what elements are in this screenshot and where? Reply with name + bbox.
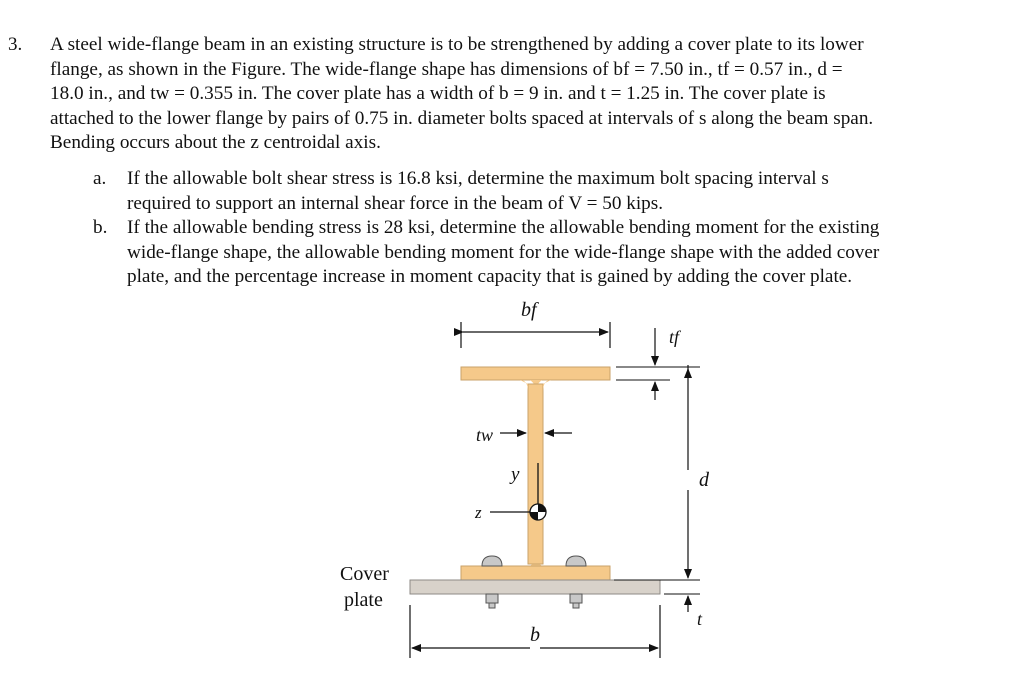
cover-label-1: Cover: [340, 563, 389, 585]
bottom-flange: [461, 566, 610, 580]
para-line-1: A steel wide-flange beam in an existing structure is to be strengthened by adding a cover plate to its lower: [50, 34, 864, 55]
z-axis: [474, 503, 530, 522]
tw-label: tw: [476, 425, 494, 445]
para-line-2: flange, as shown in the Figure. The wide-flange shape has dimensions of bf = 7.50 in., tf = 0.57 in., d =: [50, 58, 843, 80]
part-a-line-2: required to support an internal shear force in the beam of V = 50 kips.: [127, 192, 664, 214]
para-line-4: attached to the lower flange by pairs of 0.75 in. diameter bolts spaced at intervals of s along the beam span.: [50, 107, 874, 129]
z-label: z: [475, 503, 482, 522]
cover-label-2: plate: [344, 589, 383, 611]
b-dimension: [410, 605, 660, 658]
para-line-3: 18.0 in., and tw = 0.355 in. The cover plate has a width of b = 9 in. and t = 1.25 in. The cover plate is: [50, 83, 826, 104]
bf-dimension: [461, 299, 610, 348]
problem-number: 3.: [8, 34, 23, 55]
y-label: y: [511, 464, 520, 485]
part-b-line-1: If the allowable bending stress is 28 ksi, determine the allowable bending moment for the existing: [127, 217, 880, 238]
top-flange: [461, 367, 610, 380]
b-label: b: [530, 624, 540, 646]
part-b-line-3: plate, and the percentage increase in moment capacity that is gained by adding the cover plate.: [127, 266, 853, 287]
part-a-line-1: If the allowable bolt shear stress is 16.8 ksi, determine the maximum bolt spacing interval s: [127, 168, 829, 189]
web: [528, 384, 543, 564]
part-b-label: b.: [93, 217, 108, 238]
part-a-label: a.: [93, 168, 107, 189]
bf-label: bf: [521, 299, 537, 321]
centroid-symbol: [530, 504, 546, 520]
cover-plate: [410, 580, 660, 594]
tw-dimension: [476, 425, 572, 445]
part-b-line-2: wide-flange shape, the allowable bending moment for the wide-flange shape with the added cover: [127, 241, 880, 263]
d-dimension: [614, 365, 710, 580]
para-line-5: Bending occurs about the z centroidal axis.: [50, 132, 381, 153]
d-label: d: [699, 469, 709, 491]
t-dimension: [664, 594, 703, 629]
t-label: t: [697, 609, 703, 629]
tf-label: tf: [669, 327, 680, 347]
